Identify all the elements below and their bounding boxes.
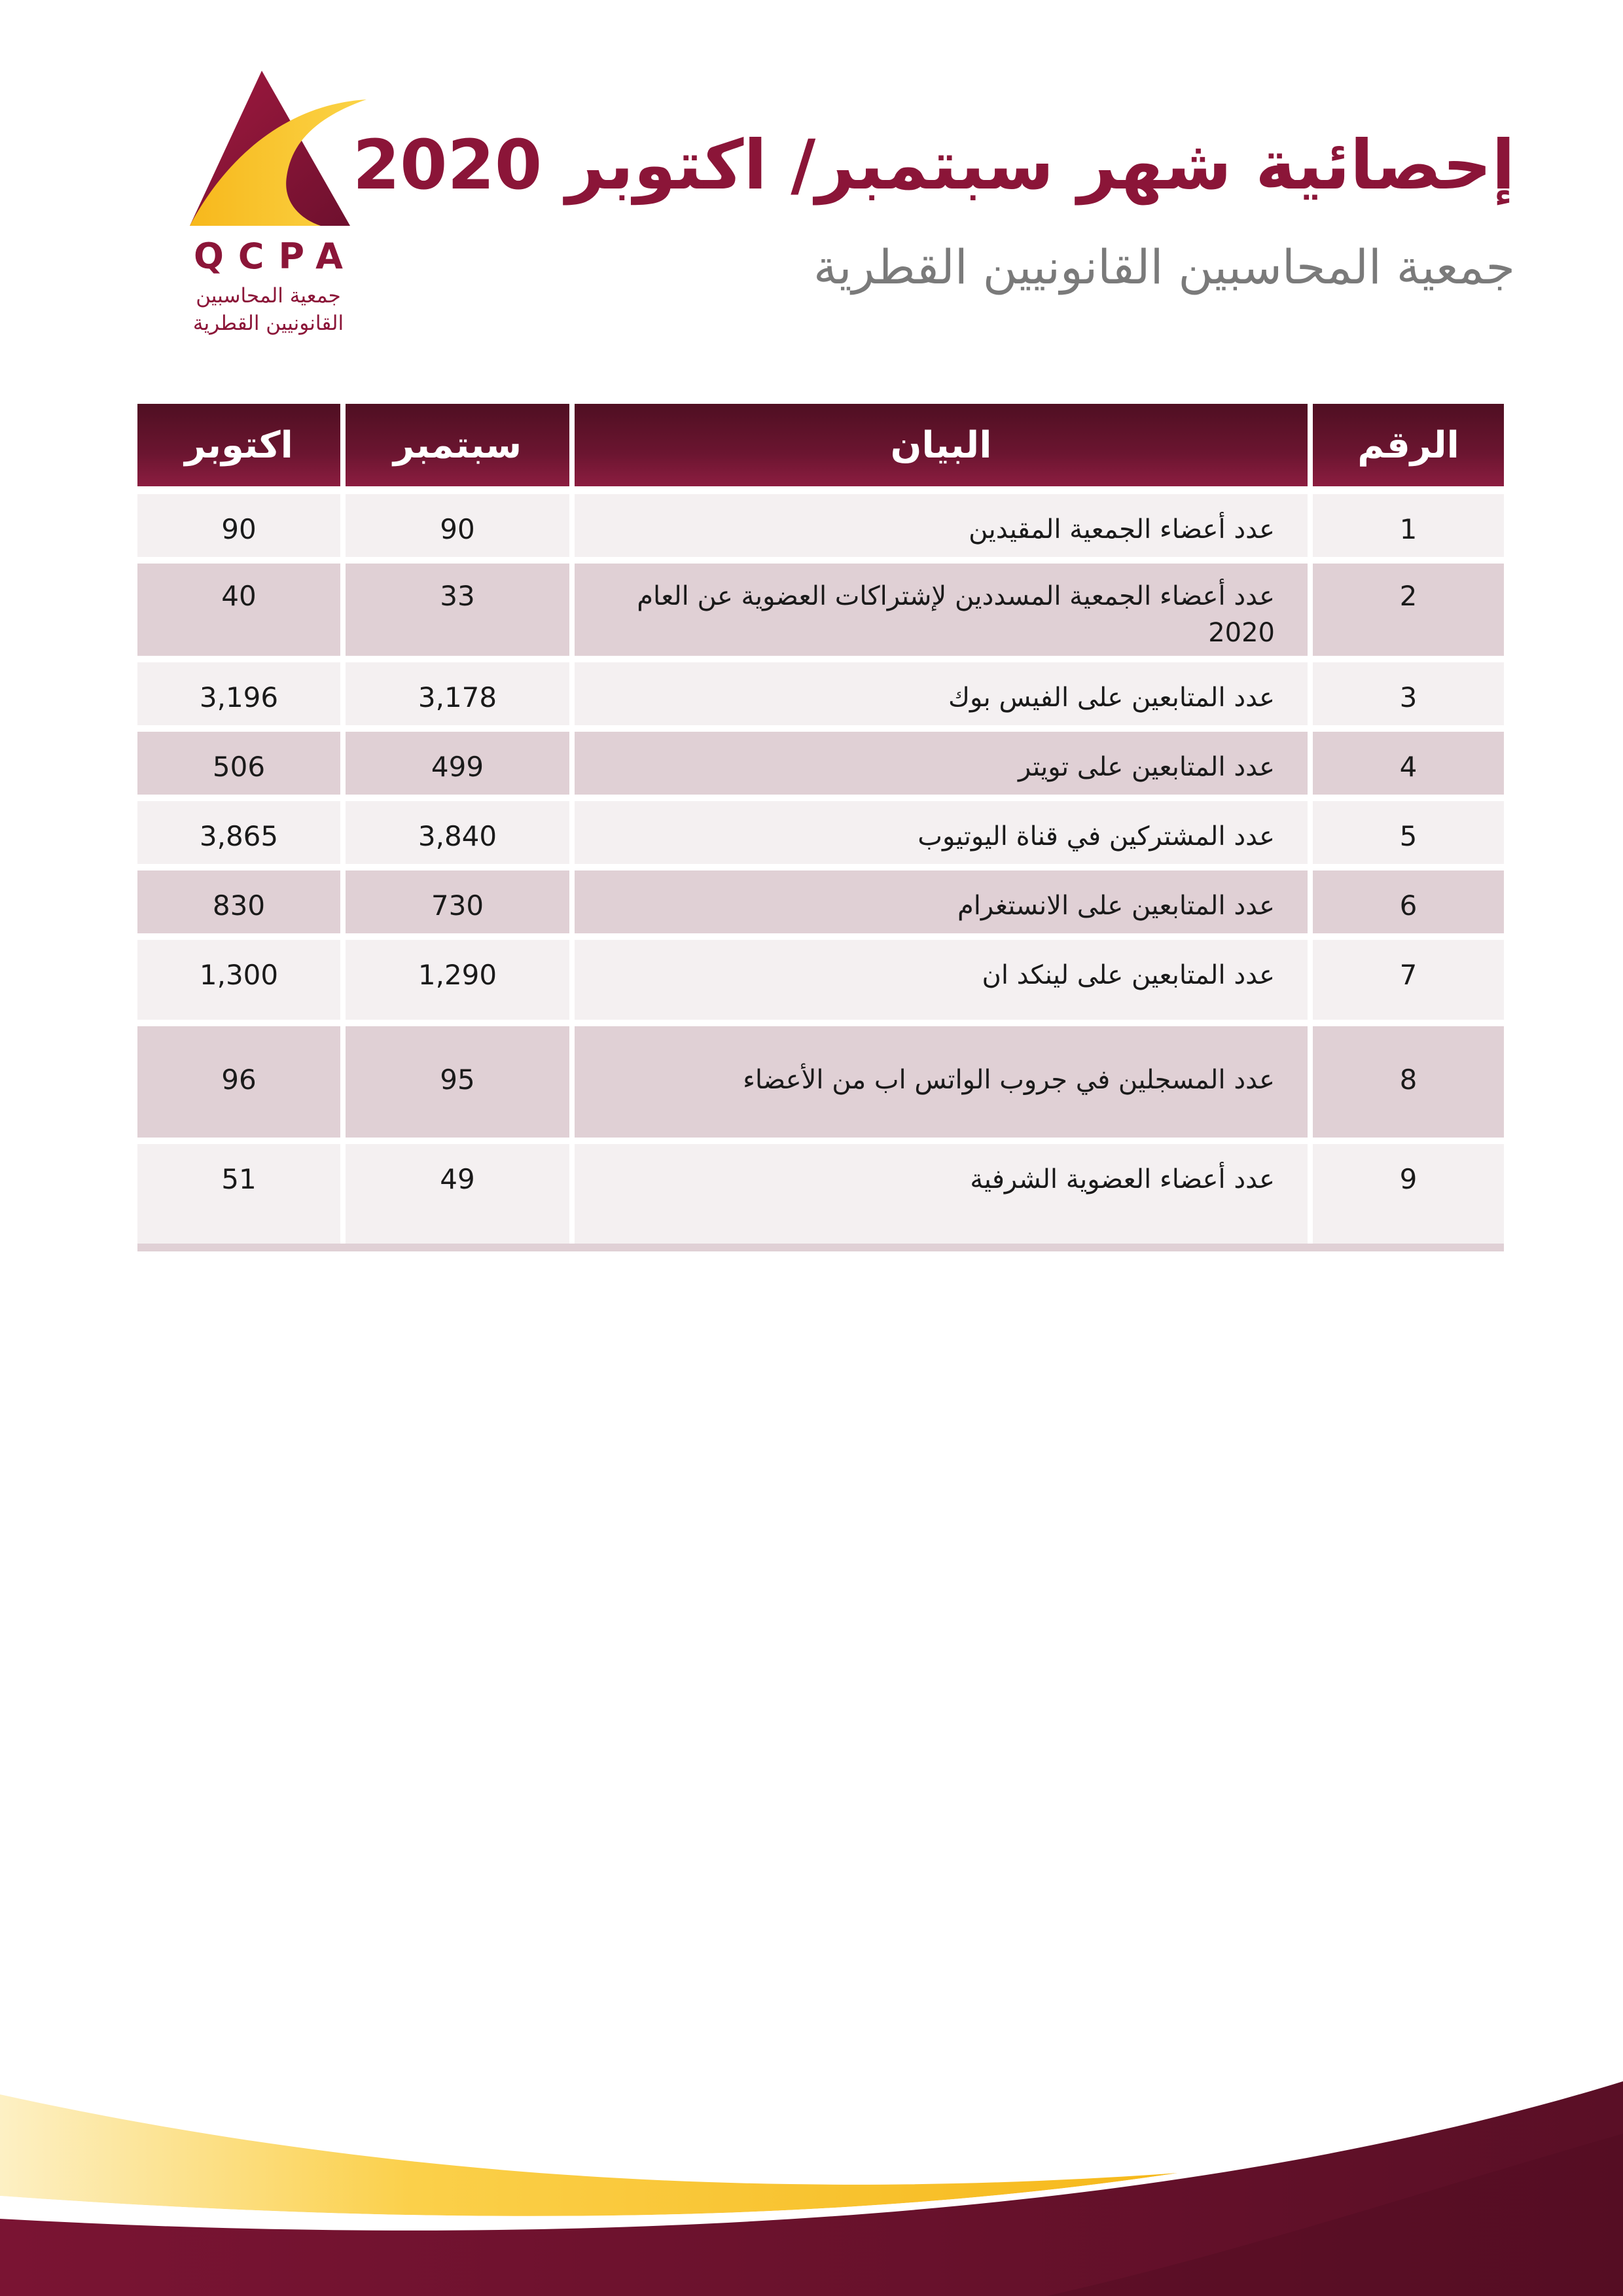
cell-september: 95 [346, 1026, 569, 1138]
cell-description: عدد المتابعين على لينكد ان [575, 940, 1308, 1020]
footer-swoosh-decoration [0, 2055, 1623, 2296]
cell-september: 3,178 [346, 662, 569, 725]
table-row [137, 564, 1504, 656]
table-row [137, 940, 1504, 1020]
cell-description: عدد أعضاء الجمعية المقيدين [575, 494, 1308, 557]
table-row [137, 1026, 1504, 1138]
cell-number: 1 [1313, 494, 1504, 557]
cell-description: عدد المتابعين على الفيس بوك [575, 662, 1308, 725]
table-row [137, 494, 1504, 557]
cell-number: 8 [1313, 1026, 1504, 1138]
table-row [137, 662, 1504, 725]
header-october: اكتوبر [137, 404, 340, 486]
statistics-table [137, 404, 1504, 1251]
logo-name-line1: جمعية المحاسبين [196, 284, 341, 308]
logo-wordmark: QCPA [194, 236, 357, 277]
cell-september: 90 [346, 494, 569, 557]
cell-number: 9 [1313, 1144, 1504, 1244]
cell-number: 6 [1313, 870, 1504, 933]
table-bottom-border [137, 1244, 1504, 1251]
table-row [137, 732, 1504, 795]
cell-description: عدد أعضاء العضوية الشرفية [575, 1144, 1308, 1244]
header-september: سبتمبر [346, 404, 569, 486]
cell-september: 3,840 [346, 801, 569, 864]
cell-number: 2 [1313, 564, 1504, 656]
cell-october: 830 [137, 870, 340, 933]
table-header-row [137, 404, 1504, 486]
logo-triangle-icon [170, 65, 373, 236]
table-row [137, 801, 1504, 864]
cell-october: 506 [137, 732, 340, 795]
cell-september: 730 [346, 870, 569, 933]
cell-october: 51 [137, 1144, 340, 1244]
cell-september: 1,290 [346, 940, 569, 1020]
cell-description: عدد المتابعين على الانستغرام [575, 870, 1308, 933]
cell-october: 40 [137, 564, 340, 656]
cell-october: 1,300 [137, 940, 340, 1020]
cell-description: عدد المسجلين في جروب الواتس اب من الأعضاء [575, 1026, 1308, 1138]
cell-september: 49 [346, 1144, 569, 1244]
cell-september: 33 [346, 564, 569, 656]
cell-number: 4 [1313, 732, 1504, 795]
page-title: إحصائية شهر سبتمبر/ اكتوبر 2020 [352, 125, 1515, 205]
cell-october: 3,196 [137, 662, 340, 725]
page-subtitle: جمعية المحاسبين القانونيين القطرية [813, 240, 1515, 295]
header-description: البيان [575, 404, 1308, 486]
qcpa-logo [170, 65, 373, 340]
logo-name-line2: القانونيين القطرية [192, 312, 344, 335]
cell-number: 7 [1313, 940, 1504, 1020]
cell-number: 5 [1313, 801, 1504, 864]
table-body [137, 494, 1504, 1244]
cell-september: 499 [346, 732, 569, 795]
table-row [137, 870, 1504, 933]
cell-october: 96 [137, 1026, 340, 1138]
cell-october: 90 [137, 494, 340, 557]
table-row [137, 1144, 1504, 1244]
cell-description: عدد المشتركين في قناة اليوتيوب [575, 801, 1308, 864]
cell-description: عدد المتابعين على تويتر [575, 732, 1308, 795]
header-number: الرقم [1313, 404, 1504, 486]
cell-number: 3 [1313, 662, 1504, 725]
cell-october: 3,865 [137, 801, 340, 864]
cell-description: عدد أعضاء الجمعية المسددين لإشتراكات العضوية عن العام 2020 [575, 564, 1308, 656]
